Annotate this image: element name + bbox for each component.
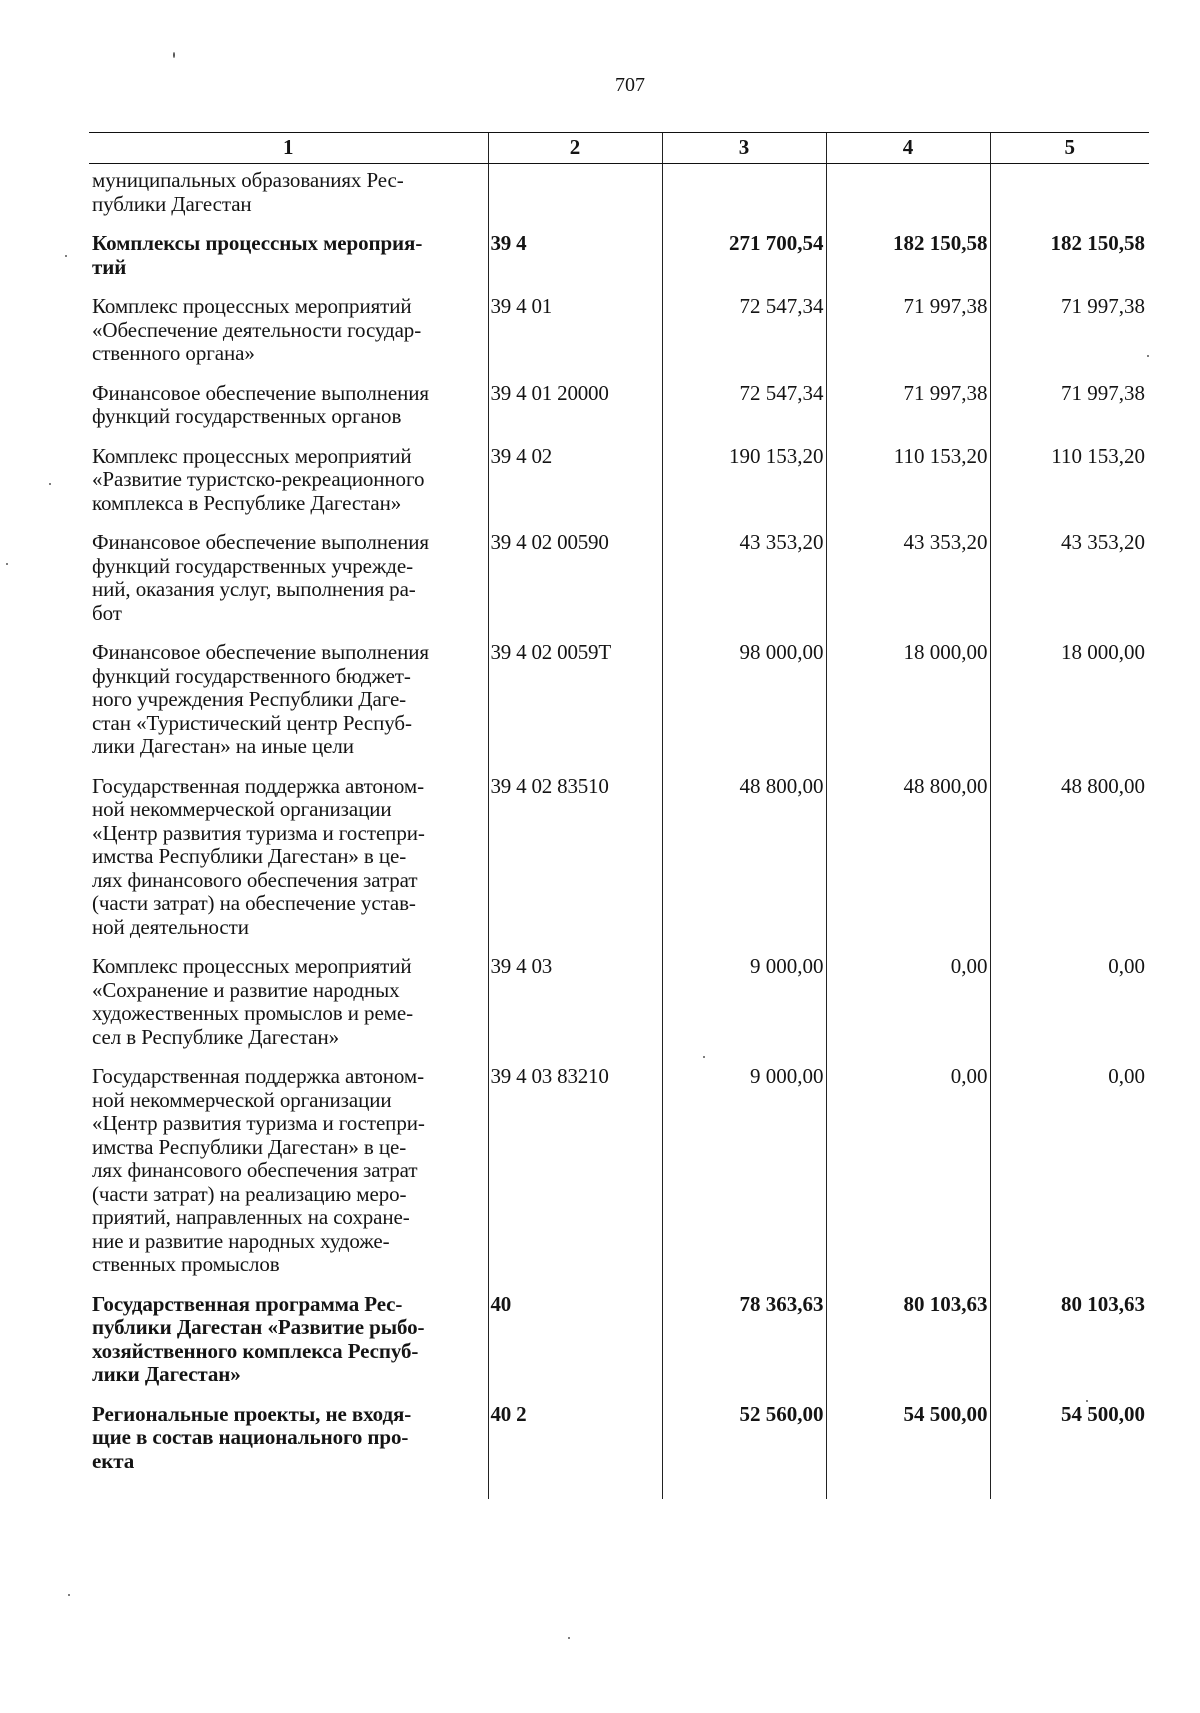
spacer-cell bbox=[990, 1473, 1149, 1499]
row-name-cell: Государственная поддержка автоном- ной некоммерческой организации «Центр развития туризма и гостепри- имства Республики Дагестан» в це- лях финансового обеспечения затрат (части затрат) на реализацию меро- приятий, направленных на сохране- ние и развитие народных художе- ственных промыслов bbox=[92, 1064, 425, 1276]
row-value-col3: 43 353,20 bbox=[662, 515, 826, 625]
table-row bbox=[89, 515, 1149, 625]
table-row bbox=[89, 1387, 1149, 1474]
scan-speck bbox=[1147, 355, 1149, 357]
column-header-2: 2 bbox=[488, 133, 662, 164]
table-row bbox=[89, 366, 1149, 429]
table-row bbox=[89, 216, 1149, 279]
row-code-cell: 39 4 02 0059Т bbox=[488, 625, 662, 759]
table-row bbox=[89, 429, 1149, 516]
row-value-col5: 18 000,00 bbox=[990, 625, 1149, 759]
row-value-col3 bbox=[662, 164, 826, 217]
scan-speck bbox=[173, 52, 175, 58]
row-code-cell: 39 4 01 20000 bbox=[488, 366, 662, 429]
row-name-cell: Финансовое обеспечение выполнения функций государственных органов bbox=[92, 380, 429, 428]
scan-speck bbox=[49, 483, 51, 485]
spacer-cell bbox=[89, 1473, 488, 1499]
row-value-col4: 0,00 bbox=[826, 1049, 990, 1277]
row-value-col4: 80 103,63 bbox=[826, 1277, 990, 1387]
table-row bbox=[89, 625, 1149, 759]
row-value-col3: 72 547,34 bbox=[662, 366, 826, 429]
row-code-cell: 39 4 01 bbox=[488, 279, 662, 366]
row-code-cell: 39 4 bbox=[488, 216, 662, 279]
row-value-col4: 71 997,38 bbox=[826, 279, 990, 366]
row-value-col3: 271 700,54 bbox=[662, 216, 826, 279]
table-body bbox=[89, 164, 1149, 1500]
table-row bbox=[89, 939, 1149, 1049]
row-code-cell bbox=[488, 164, 662, 217]
row-code-cell: 40 bbox=[488, 1277, 662, 1387]
table-row bbox=[89, 164, 1149, 217]
row-code-cell: 39 4 03 83210 bbox=[488, 1049, 662, 1277]
row-value-col3: 48 800,00 bbox=[662, 759, 826, 940]
row-value-col5: 0,00 bbox=[990, 939, 1149, 1049]
row-value-col4: 110 153,20 bbox=[826, 429, 990, 516]
table-header-row bbox=[89, 133, 1149, 164]
column-header-3: 3 bbox=[662, 133, 826, 164]
scan-speck bbox=[568, 1637, 570, 1639]
row-value-col4: 0,00 bbox=[826, 939, 990, 1049]
row-value-col3: 52 560,00 bbox=[662, 1387, 826, 1474]
row-value-col5: 71 997,38 bbox=[990, 279, 1149, 366]
row-value-col4: 54 500,00 bbox=[826, 1387, 990, 1474]
row-value-col5: 71 997,38 bbox=[990, 366, 1149, 429]
scan-speck bbox=[65, 255, 67, 257]
spacer-cell bbox=[488, 1473, 662, 1499]
row-code-cell: 39 4 02 83510 bbox=[488, 759, 662, 940]
spacer-cell bbox=[826, 1473, 990, 1499]
table-tail-spacer bbox=[89, 1473, 1149, 1499]
row-value-col5: 54 500,00 bbox=[990, 1387, 1149, 1474]
row-code-cell: 39 4 02 bbox=[488, 429, 662, 516]
row-name-cell: Комплекс процессных мероприятий «Развитие туристско-рекреационного комплекса в Республике Дагестан» bbox=[92, 443, 425, 515]
row-value-col3: 78 363,63 bbox=[662, 1277, 826, 1387]
row-value-col3: 72 547,34 bbox=[662, 279, 826, 366]
row-name-cell: Финансовое обеспечение выполнения функций государственного бюджет- ного учреждения Республики Даге- стан «Туристический центр Респуб- лики Дагестан» на иные цели bbox=[92, 640, 429, 758]
row-name-cell: муниципальных образованиях Рес- публики Дагестан bbox=[92, 168, 404, 216]
scan-speck bbox=[1086, 1400, 1088, 1402]
row-name-cell: Государственная программа Рес- публики Дагестан «Развитие рыбо- хозяйственного комплекса Респуб- лики Дагестан» bbox=[92, 1291, 425, 1386]
row-value-col5: 0,00 bbox=[990, 1049, 1149, 1277]
table-row bbox=[89, 1277, 1149, 1387]
row-name-cell: Региональные проекты, не входя- щие в состав национального про- екта bbox=[92, 1401, 412, 1473]
scan-speck bbox=[68, 1594, 70, 1596]
table-row bbox=[89, 1049, 1149, 1277]
row-name-cell: Комплекс процессных мероприятий «Сохранение и развитие народных художественных промыслов и реме- сел в Республике Дагестан» bbox=[92, 954, 413, 1049]
row-value-col3: 9 000,00 bbox=[662, 1049, 826, 1277]
row-value-col5: 48 800,00 bbox=[990, 759, 1149, 940]
row-value-col4 bbox=[826, 164, 990, 217]
row-value-col5: 110 153,20 bbox=[990, 429, 1149, 516]
row-value-col4: 48 800,00 bbox=[826, 759, 990, 940]
row-value-col5: 43 353,20 bbox=[990, 515, 1149, 625]
scan-speck bbox=[6, 563, 8, 565]
row-name-cell: Государственная поддержка автоном- ной некоммерческой организации «Центр развития туризма и гостепри- имства Республики Дагестан» в це- лях финансового обеспечения затрат (части затрат) на обеспечение устав- ной деятельности bbox=[92, 773, 425, 939]
table-row bbox=[89, 279, 1149, 366]
row-value-col3: 98 000,00 bbox=[662, 625, 826, 759]
row-value-col5: 182 150,58 bbox=[990, 216, 1149, 279]
row-value-col3: 9 000,00 bbox=[662, 939, 826, 1049]
row-name-cell: Финансовое обеспечение выполнения функций государственных учрежде- ний, оказания услуг, выполнения ра- бот bbox=[92, 530, 429, 625]
row-value-col3: 190 153,20 bbox=[662, 429, 826, 516]
page-number: 707 bbox=[615, 74, 645, 96]
column-header-4: 4 bbox=[826, 133, 990, 164]
budget-table bbox=[89, 132, 1149, 1499]
row-name-cell: Комплекс процессных мероприятий «Обеспечение деятельности государ- ственного органа» bbox=[92, 294, 422, 365]
row-code-cell: 39 4 03 bbox=[488, 939, 662, 1049]
row-value-col4: 18 000,00 bbox=[826, 625, 990, 759]
column-header-5: 5 bbox=[990, 133, 1149, 164]
table-row bbox=[89, 759, 1149, 940]
row-code-cell: 39 4 02 00590 bbox=[488, 515, 662, 625]
row-name-cell: Комплексы процессных мероприя- тий bbox=[92, 231, 423, 279]
row-value-col4: 43 353,20 bbox=[826, 515, 990, 625]
row-value-col5 bbox=[990, 164, 1149, 217]
spacer-cell bbox=[662, 1473, 826, 1499]
row-code-cell: 40 2 bbox=[488, 1387, 662, 1474]
scan-speck bbox=[703, 1056, 705, 1058]
row-value-col4: 182 150,58 bbox=[826, 216, 990, 279]
row-value-col4: 71 997,38 bbox=[826, 366, 990, 429]
column-header-1: 1 bbox=[89, 133, 488, 164]
row-value-col5: 80 103,63 bbox=[990, 1277, 1149, 1387]
